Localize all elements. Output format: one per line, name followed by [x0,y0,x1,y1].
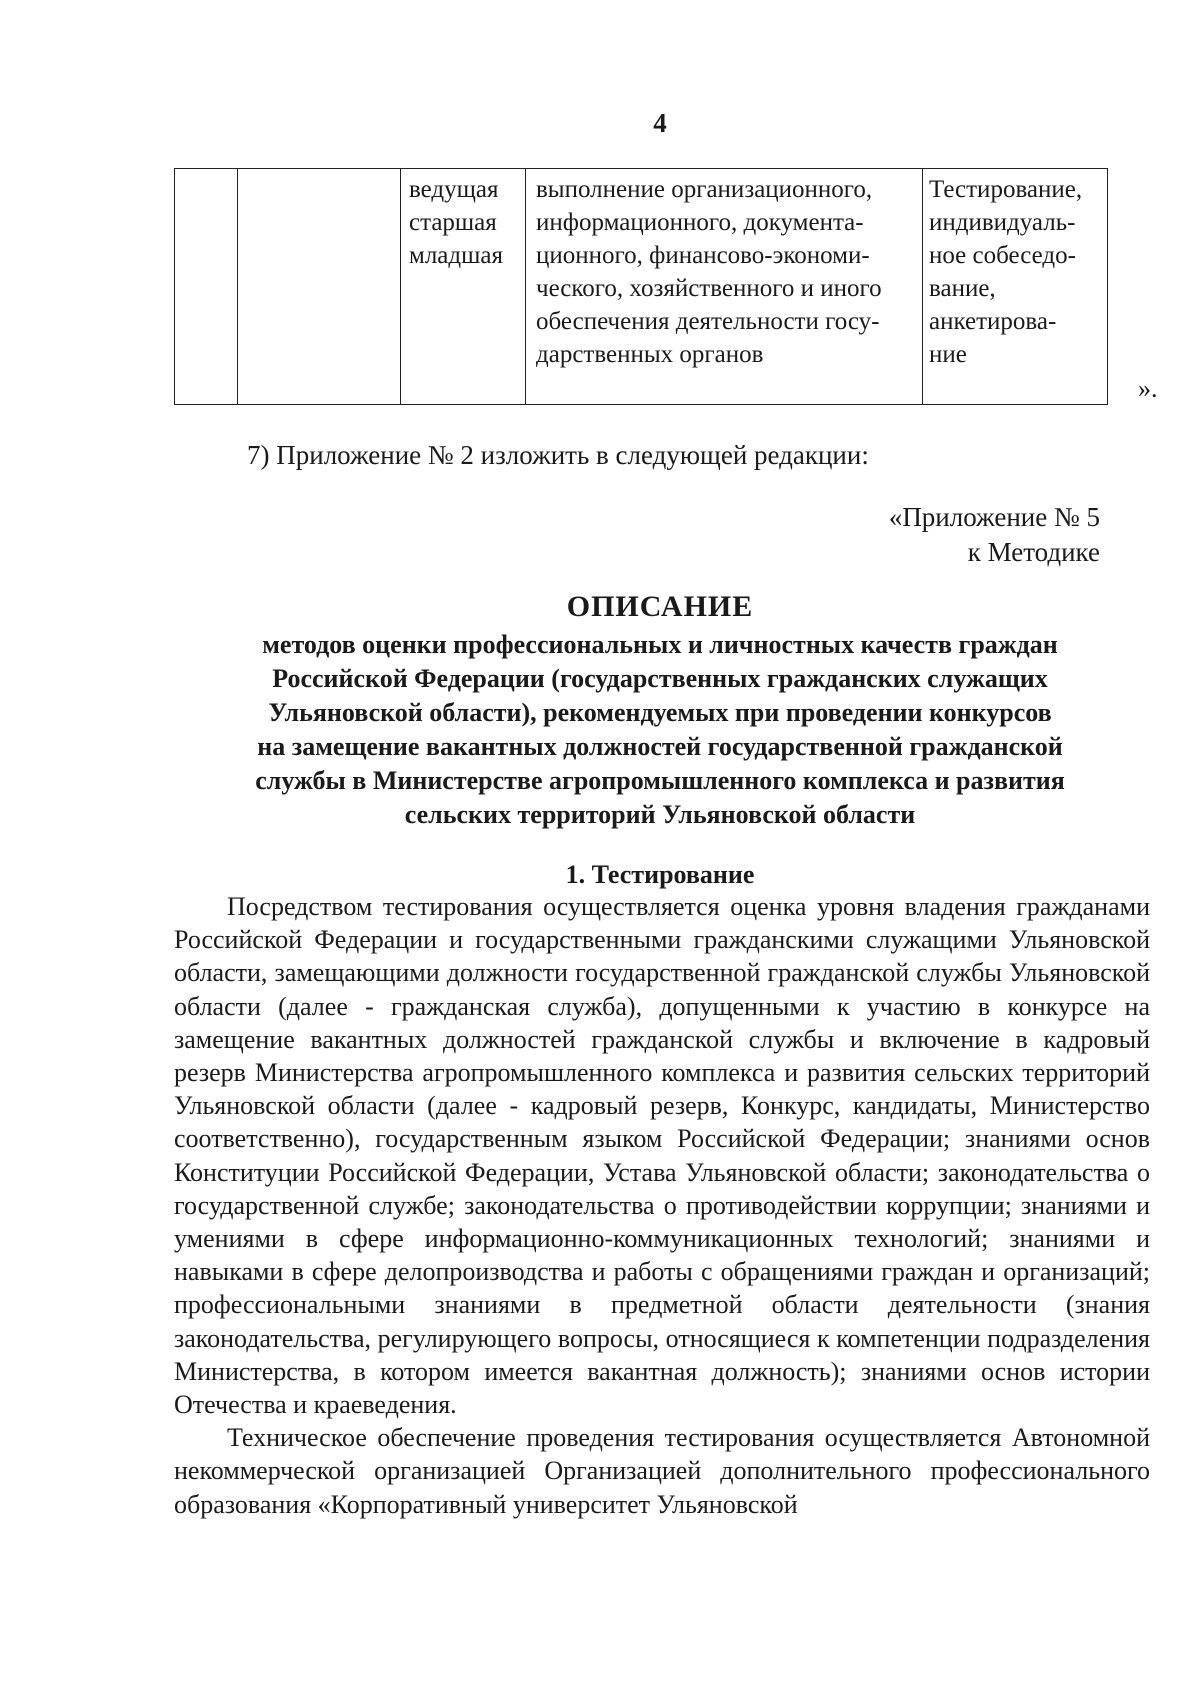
body-paragraph: Техническое обеспечение проведения тестирования осуществляется Автономной некоммерческой организацией Организацией дополнительного профессионального образования «Корпоративный университет Ульяновской [174,1423,1150,1519]
section-body [174,890,1150,1521]
document-title: ОПИСАНИЕ [566,590,754,623]
table-cell-number [175,169,238,405]
table-cell-function: выполнение организационного, информационного, документа- ционного, финансово-экономи- ческого, хозяйственного и иного обеспечения деятельности госу- дарственных органов [526,169,923,405]
body-paragraph: Посредством тестирования осуществляется оценка уровня владения гражданами Российской Федерации и государственными гражданскими служащими Ульяновской области, замещающими должности государственной гражданской службы Ульяновской области (далее - гражданская служба), допущенными к участию в конкурсе на замещение вакантных должностей гражданской службы и включение в кадровый резерв Министерства агропромышленного комплекса и развития сельских территорий Ульяновской области (далее - кадровый резерв, Конкурс, кандидаты, Министерство соответственно), государственным языком Российской Федерации; знаниями основ Конституции Российской Федерации, Устава Ульяновской области; законодательства о государственной службе; законодательства о противодействии коррупции; знаниями и умениями в сфере информационно-коммуникационных технологий; знаниями и навыками в сфере делопроизводства и работы с обращениями граждан и организаций; профессиональными знаниями в предметной области деятельности (знания законодательства, регулирующего вопросы, относящиеся к компетенции подразделения Министерства, в котором имеется вакантная должность); знаниями основ истории Отечества и краеведения. [174,892,1150,1420]
page-number: 4 [653,108,667,138]
table [174,168,1108,405]
continuation-table [174,168,1108,405]
amendment-item-7: 7) Приложение № 2 изложить в следующей редакции: [247,440,869,470]
closing-quote: ». [1138,374,1158,403]
table-cell-category [238,169,401,405]
annex-header: «Приложение № 5 к Методике [888,502,1100,567]
table-cell-methods: Тестирование, индивидуаль- ное собеседо- вание, анкетирова- ние [923,169,1108,405]
section-heading: 1. Тестирование [565,860,755,889]
table-row [175,169,1108,405]
document-subtitle: методов оценки профессиональных и личностных качеств граждан Российской Федерации (государственных гражданских служащих Ульяновской области), рекомендуемых при проведении конкурсов на замещение вакантных должностей государственной гражданской службы в Министерстве агропромышленного комплекса и развития сельских территорий Ульяновской области [255,630,1065,829]
table-cell-groups: ведущая старшая младшая [401,169,526,405]
